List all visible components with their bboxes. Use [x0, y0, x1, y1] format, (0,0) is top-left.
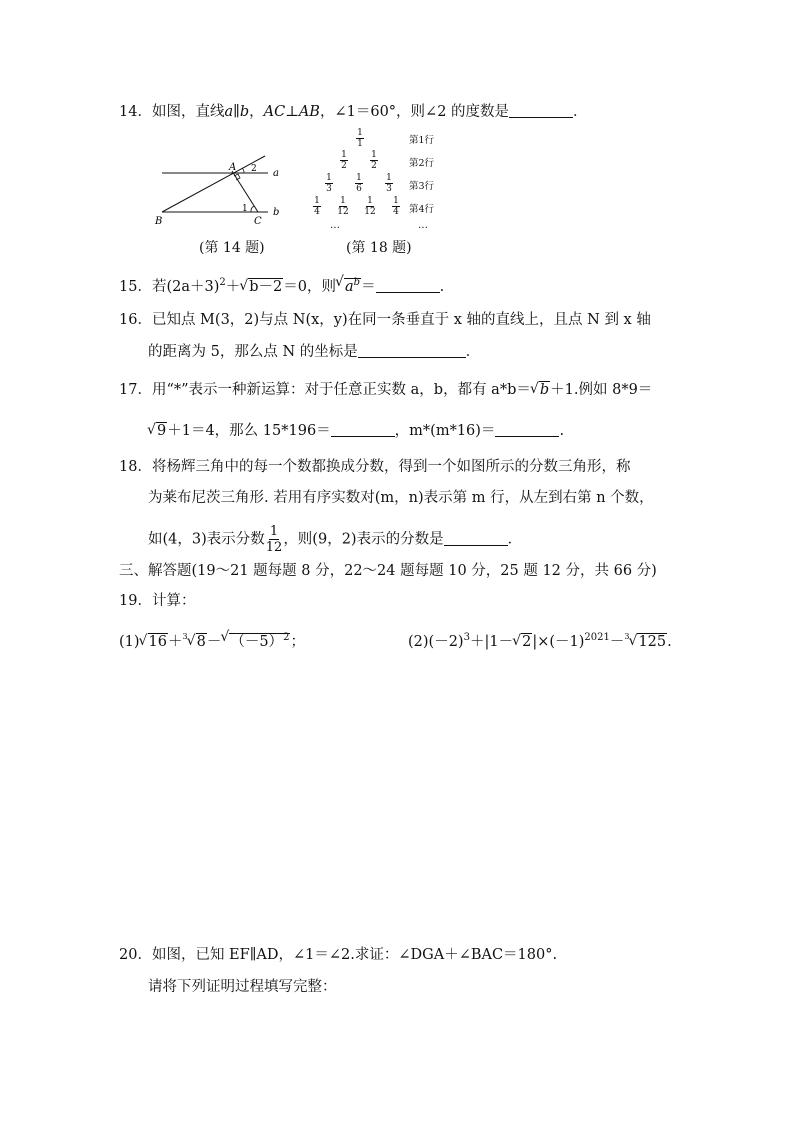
figure-18-caption: (第 18 题): [346, 240, 412, 256]
label-b: b: [273, 207, 280, 218]
fraction: $\frac{1}{12}$: [265, 524, 283, 555]
answer-blank[interactable]: [358, 343, 466, 358]
triangle-cell: $\frac{1}{12}$: [337, 196, 349, 217]
question-number: 17．: [119, 382, 152, 398]
question-17-line-2: √ 9＋1＝4，那么 15*196＝ ，m*(m*16)＝ .: [148, 421, 564, 441]
question-19-part-1: (1)√ 16＋$^3$√ 8－√ $(-5)^2$；: [119, 627, 305, 652]
answer-blank[interactable]: [495, 422, 559, 437]
question-14: 14．如图，直线a∥b，AC⊥AB，∠1＝60°，则∠2 的度数是 ．: [119, 104, 588, 120]
question-17-line-1: 17．用“*”表示一种新运算：对于任意正实数 a，b，都有 a*b＝√ b＋1.例如 8*9＝: [119, 380, 652, 400]
row-label-1: 第1行: [409, 135, 435, 146]
sqrt-expression: √ $a^b$: [336, 273, 361, 297]
cube-root-expression: √ 125: [629, 632, 667, 652]
question-number: 15．: [119, 279, 152, 295]
sqrt-expression: √ 16: [140, 632, 168, 652]
triangle-cell: $\frac{1}{6}$: [356, 173, 362, 194]
row-label-4: 第4行: [409, 204, 435, 215]
question-number: 19．: [119, 593, 152, 609]
figure-14-caption: (第 14 题): [199, 240, 265, 256]
answer-blank[interactable]: [376, 278, 440, 293]
question-number: 18．: [119, 459, 152, 475]
line-AB: [162, 156, 265, 212]
triangle-cell: $\frac{1}{3}$: [386, 173, 392, 194]
label-A: A: [229, 162, 237, 173]
sqrt-expression: √ b－2: [240, 277, 283, 297]
question-18-line-3: 如(4，3)表示分数 $\frac{1}{12}$ ，则(9，2)表示的分数是 ．: [148, 524, 523, 555]
triangle-cell: $\frac{1}{1}$: [357, 128, 363, 149]
triangle-cell: $\frac{1}{3}$: [326, 173, 332, 194]
sqrt-expression: √ 9: [148, 421, 167, 441]
triangle-cell: $\frac{1}{12}$: [364, 196, 376, 217]
question-20-line-2: 请将下列证明过程填写完整：: [148, 979, 337, 995]
answer-blank[interactable]: [331, 422, 395, 437]
question-19-part-2: $(2)(-2)^3+|1-√$ $2|\times(-1)^{2021}-^3√$ 125.: [408, 627, 672, 652]
answer-blank[interactable]: [444, 531, 508, 546]
question-20-line-1: 20．如图，已知 EF∥AD，∠1＝∠2.求证：∠DGA＋∠BAC＝180°.: [119, 947, 558, 963]
label-B: B: [155, 216, 163, 227]
figure-14-diagram: [150, 148, 290, 230]
ellipsis: …: [418, 220, 428, 231]
question-number: 16．: [119, 312, 152, 328]
row-label-3: 第3行: [409, 181, 435, 192]
label-angle-1: 1: [242, 204, 248, 214]
section-3-title: 三、解答题(19～21 题每题 8 分，22～24 题每题 10 分，25 题 12 分，共 66 分): [119, 563, 657, 579]
sqrt-expression: √ 2: [513, 632, 532, 652]
angle-2-arc: [242, 168, 244, 173]
cube-root-expression: √ 8: [188, 632, 207, 652]
question-16-line-2: 的距离为 5，那么点 N 的坐标是 ．: [148, 344, 481, 360]
question-15: 15．若$(2a+3)^2+√$ b－2＝0，则√ $a^b=$ .: [119, 273, 444, 297]
question-18-line-2: 为莱布尼茨三角形. 若用有序实数对(m，n)表示第 m 行，从左到右第 n 个数，: [148, 490, 654, 506]
triangle-cell: $\frac{1}{4}$: [393, 196, 399, 217]
sqrt-expression: √ b: [531, 380, 550, 400]
angle-1-arc: [251, 206, 254, 212]
figure-18-triangle: [300, 128, 470, 233]
ellipsis: …: [330, 220, 340, 231]
label-a: a: [273, 168, 279, 179]
triangle-cell: $\frac{1}{2}$: [341, 150, 347, 171]
question-number: 20．: [119, 947, 152, 963]
label-C: C: [254, 216, 262, 227]
answer-blank[interactable]: [509, 103, 573, 118]
triangle-cell: $\frac{1}{4}$: [314, 196, 320, 217]
label-angle-2: 2: [251, 164, 257, 174]
question-18-line-1: 18．将杨辉三角中的每一个数都换成分数，得到一个如图所示的分数三角形，称: [119, 459, 631, 475]
question-16-line-1: 16．已知点 M(3，2)与点 N(x，y)在同一条垂直于 x 轴的直线上，且点 N 到 x 轴: [119, 312, 651, 328]
question-19: 19．计算：: [119, 593, 196, 609]
question-number: 14．: [119, 104, 152, 120]
row-label-2: 第2行: [409, 158, 435, 169]
sqrt-expression: √ $(-5)^2$: [221, 628, 290, 652]
triangle-cell: $\frac{1}{2}$: [371, 150, 377, 171]
